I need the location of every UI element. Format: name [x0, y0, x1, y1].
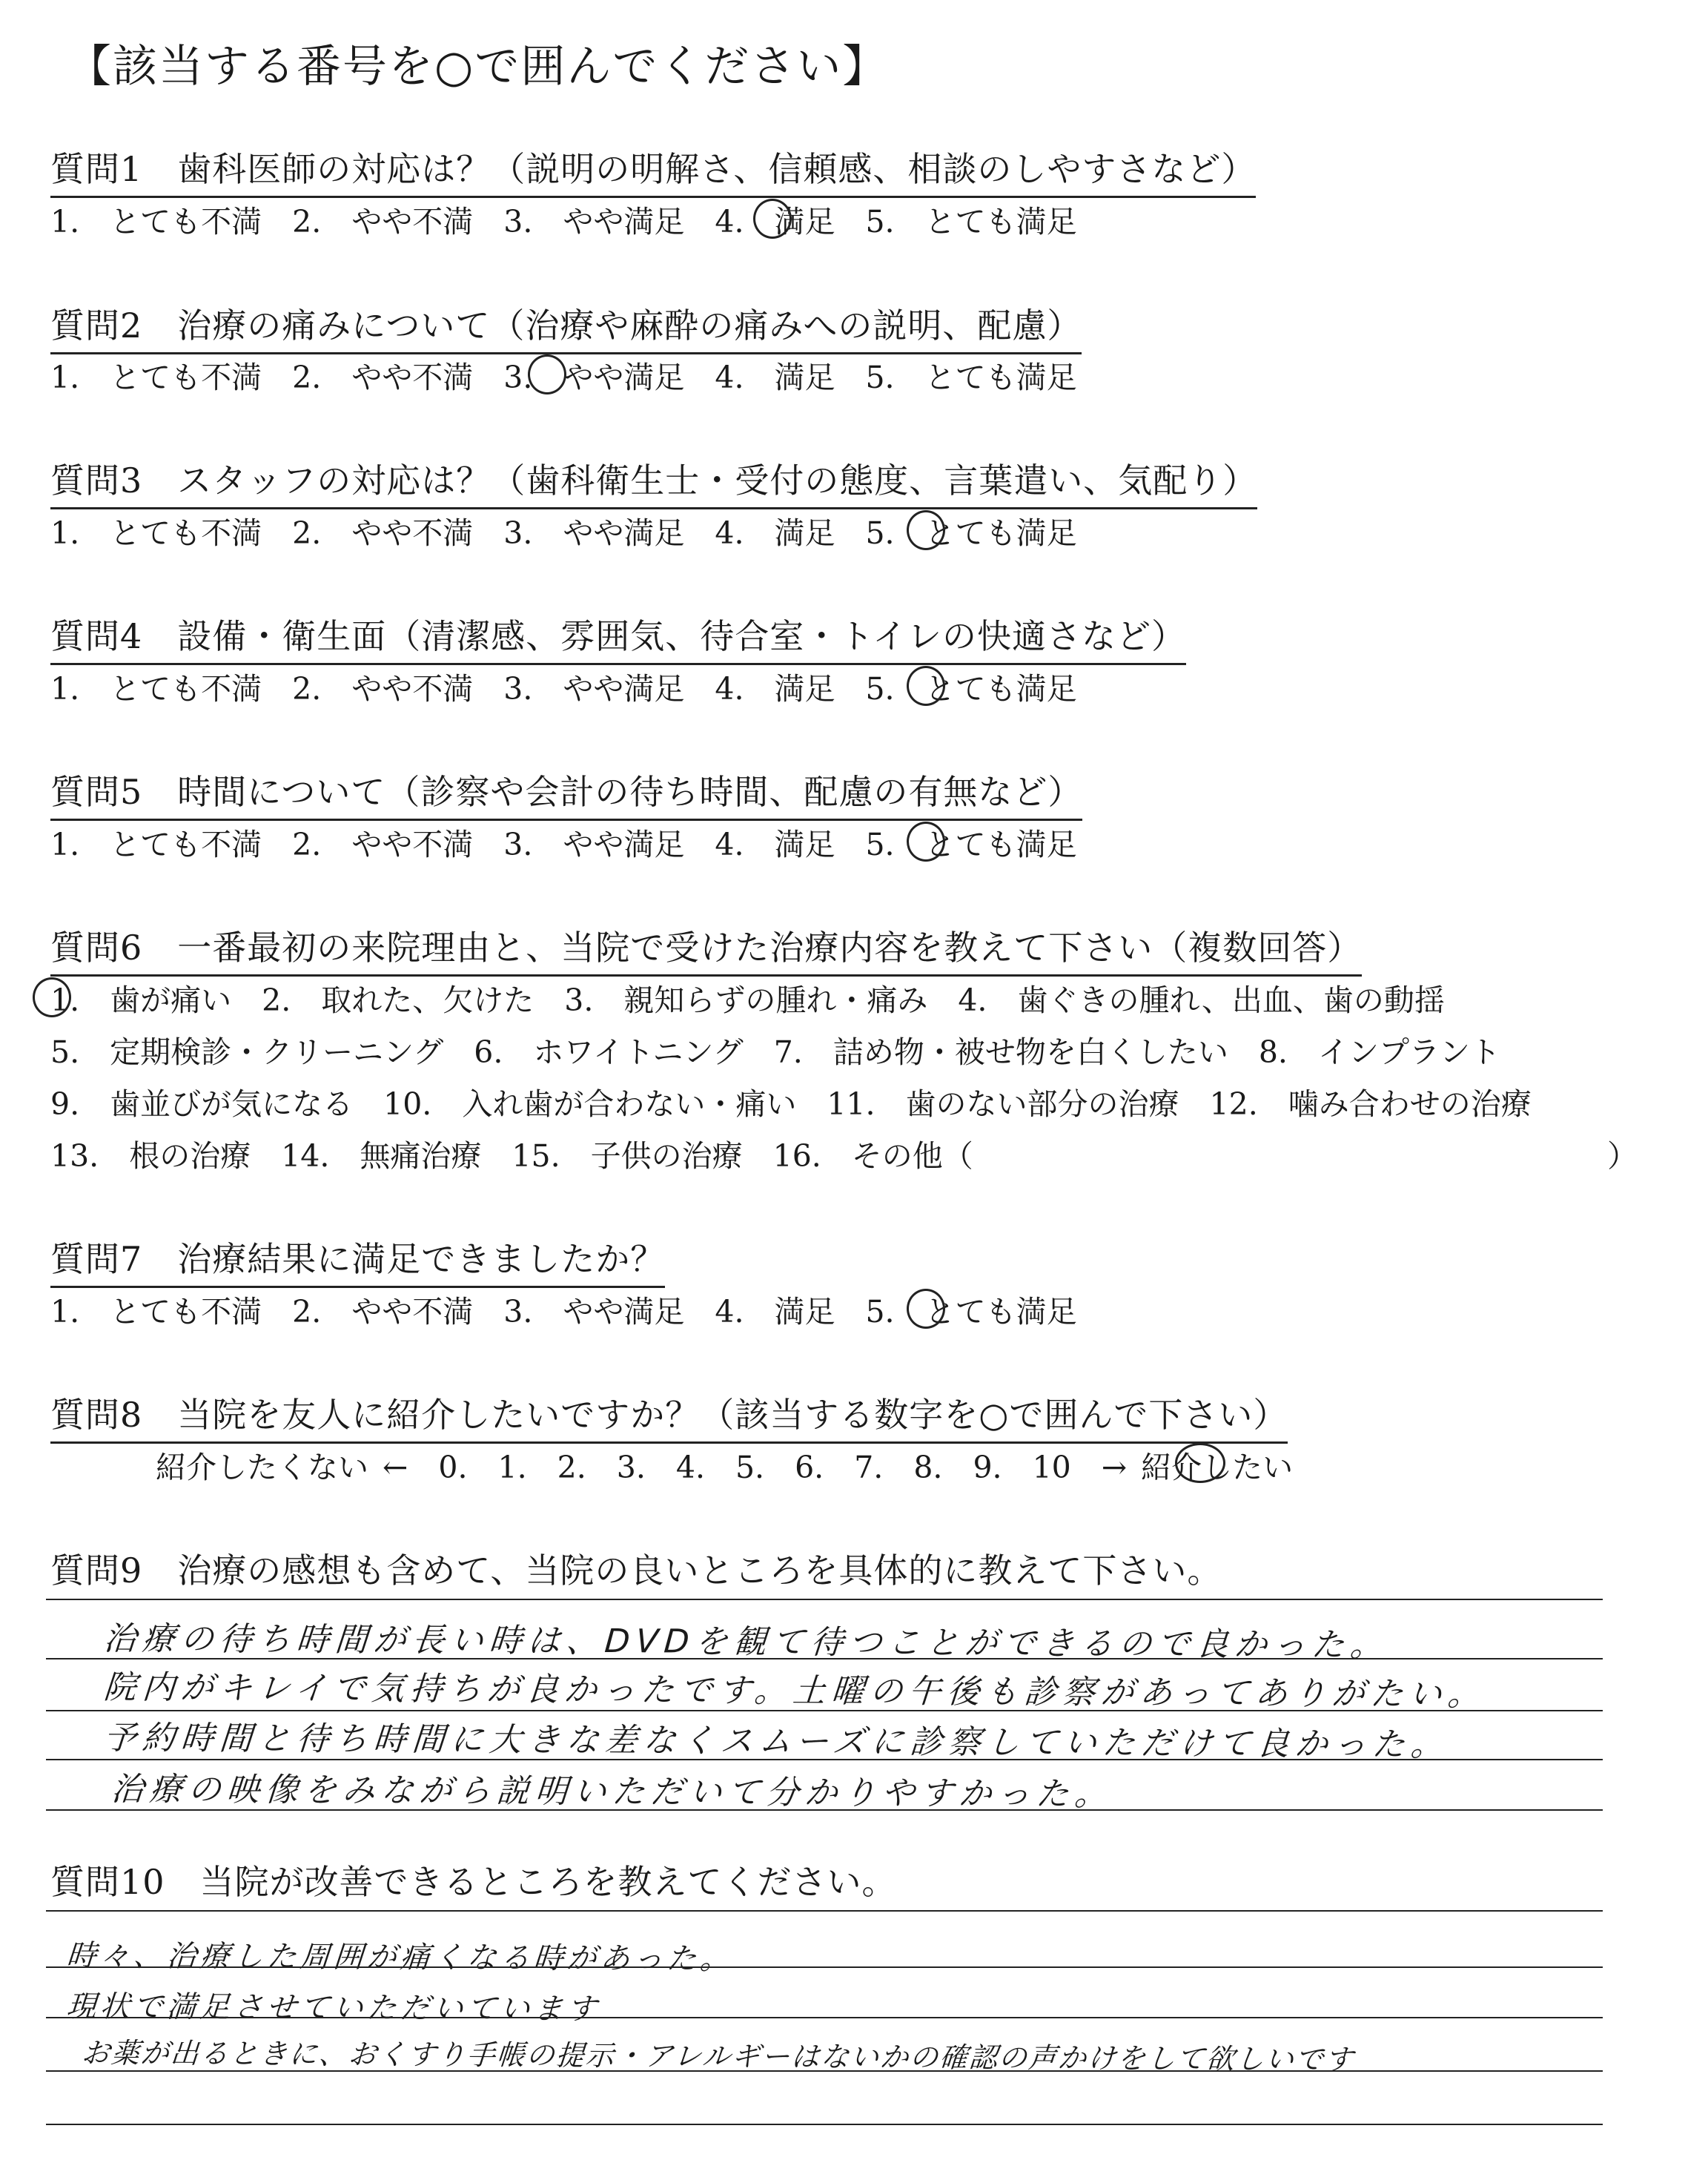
selection-circle-q2	[528, 354, 566, 394]
question-6-line-4[interactable]: 13. 根の治療 14. 無痛治療 15. 子供の治療 16. その他（	[50, 1138, 973, 1174]
question-2-title: 質問2 治療の痛みについて（治療や麻酔の痛みへの説明、配慮）	[50, 299, 1082, 354]
answer-line	[46, 1599, 1603, 1600]
selection-circle-q1	[753, 199, 792, 239]
question-2-options[interactable]: 1. とても不満 2. やや不満 3. やや満足 4. 満足 5. とても満足	[50, 360, 1077, 395]
selection-circle-q4	[907, 666, 945, 706]
question-5-options[interactable]: 1. とても不満 2. やや不満 3. やや満足 4. 満足 5. とても満足	[50, 827, 1077, 862]
question-9-title: 質問9 治療の感想も含めて、当院の良いところを具体的に教えて下さい。	[50, 1550, 1222, 1591]
question-1-options[interactable]: 1. とても不満 2. やや不満 3. やや満足 4. 満足 5. とても満足	[50, 204, 1077, 240]
q10-answer-3: お薬が出るときに、おくすり手帳の提示・アレルギーはないかの確認の声かけをして欲しいです	[80, 2036, 1356, 2076]
answer-line	[46, 1658, 1603, 1659]
question-1-title: 質問1 歯科医師の対応は？（説明の明解さ、信頼感、相談のしやすさなど）	[50, 142, 1256, 198]
question-3-title: 質問3 スタッフの対応は？（歯科衛生士・受付の態度、言葉遣い、気配り）	[50, 454, 1257, 509]
q9-answer-4: 治療の映像をみながら説明いただいて分かりやすかった。	[110, 1770, 1115, 1814]
question-6-title: 質問6 一番最初の来院理由と、当院で受けた治療内容を教えて下さい（複数回答）	[50, 921, 1362, 977]
selection-circle-q5	[907, 822, 945, 862]
answer-line	[46, 2070, 1603, 2072]
q9-answer-2: 院内がキレイで気持ちが良かったです。土曜の午後も診察があってありがたい。	[102, 1668, 1488, 1714]
answer-line	[46, 1910, 1603, 1912]
question-8-scale[interactable]: 紹介したくない ← 0. 1. 2. 3. 4. 5. 6. 7. 8. 9. 10 → 紹介したい	[156, 1450, 1294, 1485]
selection-circle-q3	[907, 510, 945, 550]
question-5-title: 質問5 時間について（診察や会計の待ち時間、配慮の有無など）	[50, 765, 1082, 821]
question-3-options[interactable]: 1. とても不満 2. やや不満 3. やや満足 4. 満足 5. とても満足	[50, 515, 1077, 551]
selection-circle-q6	[33, 977, 71, 1017]
q9-answer-3: 予約時間と待ち時間に大きな差なくスムーズに診察していただけて良かった。	[102, 1719, 1451, 1764]
selection-circle-q8	[1175, 1443, 1225, 1483]
question-7-options[interactable]: 1. とても不満 2. やや不満 3. やや満足 4. 満足 5. とても満足	[50, 1294, 1077, 1330]
page-header: 【該当する番号を○で囲んでください】	[67, 41, 889, 93]
question-4-options[interactable]: 1. とても不満 2. やや不満 3. やや満足 4. 満足 5. とても満足	[50, 671, 1077, 707]
q9-answer-1: 治療の待ち時間が長い時は、DVDを観て待つことができるので良かった。	[102, 1619, 1391, 1665]
question-6-line-2[interactable]: 5. 定期検診・クリーニング 6. ホワイトニング 7. 詰め物・被せ物を白くしたい 8. インプラント	[50, 1034, 1500, 1070]
q10-answer-2: 現状で満足させていただいています	[65, 1989, 602, 2027]
selection-circle-q7	[907, 1289, 945, 1329]
question-8-title: 質問8 当院を友人に紹介したいですか？（該当する数字を○で囲んで下さい）	[50, 1388, 1288, 1444]
answer-line	[46, 1809, 1603, 1811]
question-6-line-3[interactable]: 9. 歯並びが気になる 10. 入れ歯が合わない・痛い 11. 歯のない部分の治療 12. 噛み合わせの治療	[50, 1086, 1532, 1122]
question-6-other-close: ）	[1607, 1138, 1638, 1174]
answer-line	[46, 1966, 1603, 1968]
answer-line	[46, 2124, 1603, 2125]
question-7-title: 質問7 治療結果に満足できましたか？	[50, 1232, 665, 1288]
question-6-line-1[interactable]: 1. 歯が痛い 2. 取れた、欠けた 3. 親知らずの腫れ・痛み 4. 歯ぐきの腫れ、出血、歯の動揺	[50, 982, 1445, 1018]
answer-line	[46, 2017, 1603, 2018]
answer-line	[46, 1759, 1603, 1760]
question-10-title: 質問10 当院が改善できるところを教えてください。	[50, 1862, 897, 1902]
question-4-title: 質問4 設備・衛生面（清潔感、雰囲気、待合室・トイレの快適さなど）	[50, 610, 1186, 665]
q10-answer-1: 時々、治療した周囲が痛くなる時があった。	[65, 1938, 735, 1977]
